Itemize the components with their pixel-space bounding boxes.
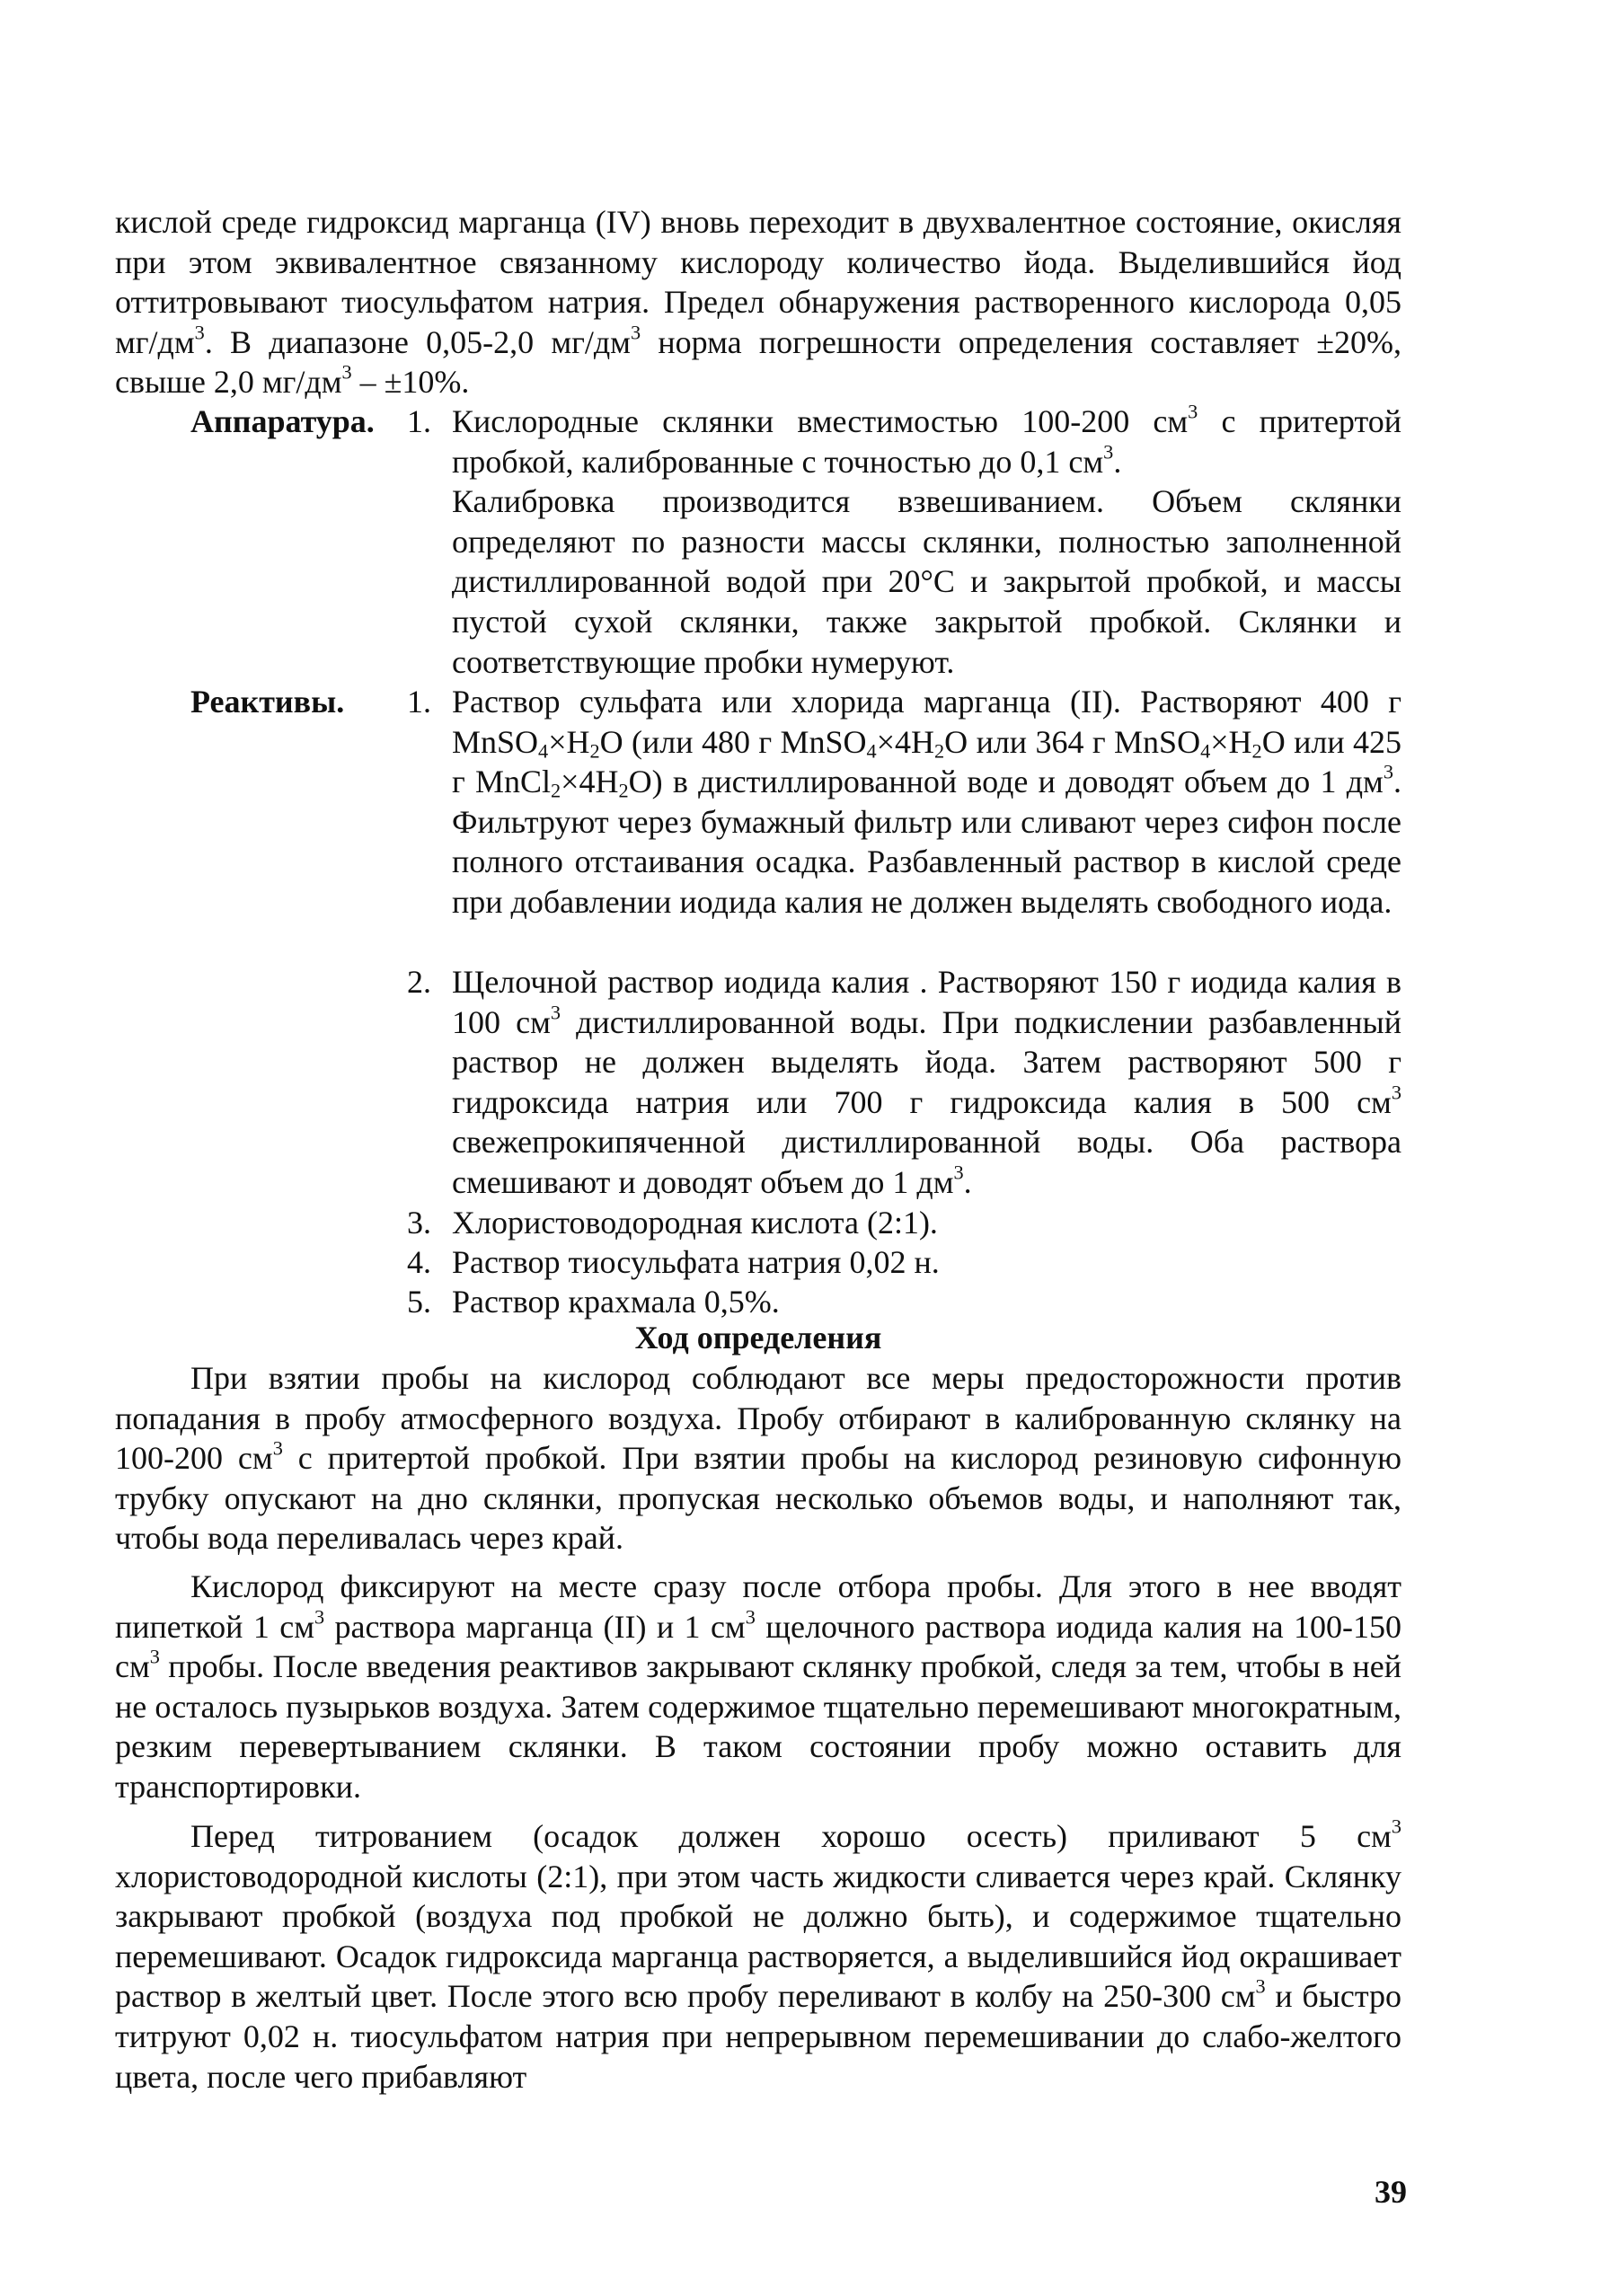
apparatus-item-1: 1. Кислородные склянки вместимостью 100-200 $см^3$ с притертой пробкой, калиброванные с точностью до 0,1 $см^3$. Калибровка производится взвешиванием. Объем склянки определяют по разности массы склянки, полностью заполненной дистиллированной водой при 20°С и закрытой пробкой, и массы пустой сухой склянки, также закрытой пробкой. Склянки и соответствующие пробки нумеруют. [452,402,1401,682]
procedure-paragraph-2: Кислород фиксируют на месте сразу после отбора пробы. Для этого в нее вводят пипеткой 1 $см^3$ раствора марганца (II) и 1 $см^3$ щелочного раствора иодида калия на 100-150 $см^3$ пробы. После введения реактивов закрывают склянку пробкой, следя за тем, чтобы в ней не осталось пузырьков воздуха. Затем содержимое тщательно перемешивают многократным, резким перевертыванием склянки. В таком состоянии пробу можно оставить для транспортировки. [115,1568,1401,1805]
procedure-paragraph-1: При взятии пробы на кислород соблюдают все меры предосторожности против попадания в пробу атмосферного воздуха. Пробу отбирают в калиброванную склянку на 100-200 $см^3$ с притертой пробкой. При взятии пробы на кислород резиновую сифонную трубку опускают на дно склянки, пропуская несколько объемов воды, и наполняют так, чтобы вода переливалась через край. [115,1360,1402,1557]
procedure-heading: Ход определения [634,1320,882,1356]
reagent-item-5: 5. Раствор крахмала 0,5%. [407,1284,780,1320]
reagent-item-4: 4. Раствор тиосульфата натрия 0,02 н. [407,1244,940,1280]
reagent-item-1: 1. Раствор сульфата или хлорида марганца (II). Растворяют 400 г $MnSO_4\times H_2O$ (или 480 г $MnSO_4\times 4H_2O$ или 364 г $MnSO_4\times H_2O$ или 425 г $MnCl_2\times 4H_2O$) в дистиллированной воде и доводят объем до 1 $дм^3$. Фильтруют через бумажный фильтр или сливают через сифон после полного отстаивания осадка. Разбавленный раствор в кислой среде при добавлении иодида калия не должен выделять свободного иода. [407,684,1402,920]
procedure-paragraph-3: Перед титрованием (осадок должен хорошо осесть) приливают 5 $см^3$ хлористоводородной кислоты (2:1), при этом часть жидкости сливается через край. Склянку закрывают пробкой (воздуха под пробкой не должно быть), и содержимое тщательно перемешивают. Осадок гидроксида марганца растворяется, а выделившийся йод окрашивает раствор в желтый цвет. После этого всю пробу переливают в колбу на 250-300 $см^3$ и быстро титруют 0,02 н. тиосульфатом натрия при непрерывном перемешивании до слабо-желтого цвета, после чего прибавляют [115,1815,1401,2095]
reagent-item-3: 3. Хлористоводородная кислота (2:1). [407,1205,938,1241]
section-label-reagents: Реактивы. [190,684,345,720]
section-label-apparatus: Аппаратура. [190,403,375,439]
intro-paragraph: кислой среде гидроксид марганца (IV) вновь переходит в двухвалентное состояние, окисляя при этом эквивалентное связанному кислороду количество йода. Выделившийся йод оттитровывают тиосульфатом натрия. Предел обнаружения растворенного кислорода 0,05 $мг/дм^3$. В диапазоне 0,05-2,0 $мг/дм^3$ норма погрешности определения составляет ±20%, свыше 2,0 $мг/дм^3 - \pm 10\%$. [115,204,1401,401]
page-number: 39 [1375,2174,1407,2210]
calibration-note: Калибровка производится взвешиванием. Объем склянки определяют по разности массы склянки, полностью заполненной дистиллированной водой при 20°С и закрытой пробкой, и массы пустой сухой склянки, также закрытой пробкой. Склянки и соответствующие пробки нумеруют. [452,483,1401,680]
reagent-item-2: 2. Щелочной раствор иодида калия . Растворяют 150 г иодида калия в 100 $см^3$ дистиллированной воды. При подкислении разбавленный раствор не должен выделять йода. Затем растворяют 500 г гидроксида натрия или 700 г гидроксида калия в 500 $см^3$ свежепрокипяченной дистиллированной воды. Оба раствора смешивают и доводят объем до 1 $дм^3$. [407,964,1401,1200]
